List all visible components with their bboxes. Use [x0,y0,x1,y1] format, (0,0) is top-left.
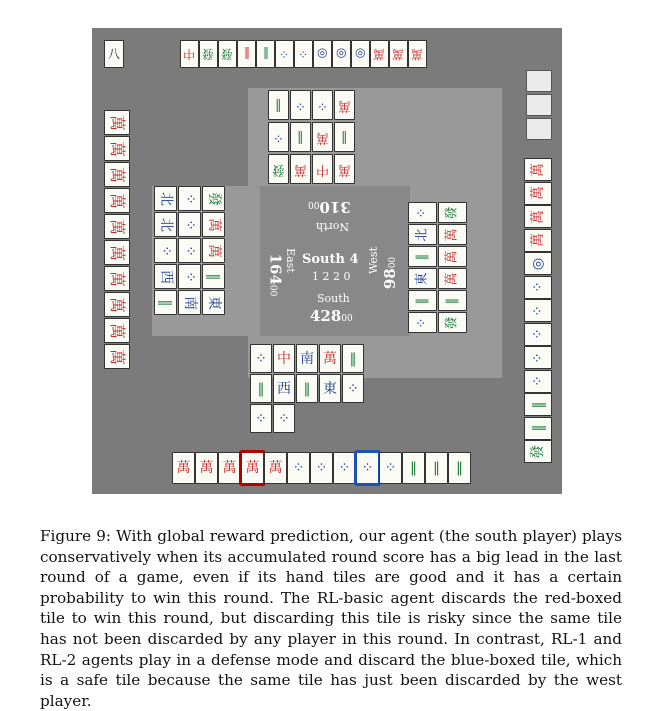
east-discard-tile: 發 [438,202,467,223]
west-hand-tile: 萬 [104,292,130,317]
north-hand-tile: ◎ [313,40,332,68]
east-score: 16400 [266,253,285,297]
west-discard-tile: 北 [154,212,177,237]
north-meld-tile: 八 [104,40,124,68]
north-hand-tile: ⁘ [294,40,313,68]
figure-caption: Figure 9: With global reward prediction, our agent (the south player) plays conservatively when its accumulated round score has a big lead in the last round of a game, even if its hand tiles are good and it has a certain probability to win this round. The RL-basic agent discards the red-boxed tile to win this round, but discarding this tile is risky since the same tile has not been discarded by any player in this round. In contrast, RL-1 and RL-2 agents play in a defense mode and discard the blue-boxed tile, which is a safe tile because the same tile has just been discarded by the west player. [40,527,622,710]
west-label: West [366,247,380,274]
east-discard-tile: ‖ [408,290,437,311]
west-hand-tile: 萬 [104,318,130,343]
east-hand-tile: ◎ [524,252,552,275]
north-discard-tile: ‖ [268,90,289,120]
north-label: North [316,220,350,233]
south-discard-tile: 西 [273,374,295,403]
east-hand-tile: 萬 [524,229,552,252]
west-hand-tile: 萬 [104,110,130,135]
west-discard-tile: ⁘ [178,212,201,237]
north-discard-tile: 萬 [334,90,355,120]
south-hand-tile: ⁘ [333,452,356,484]
west-discard-tile: 南 [178,290,201,315]
west-discard-tile: ⁘ [178,264,201,289]
north-hand-tile: 萬 [370,40,389,68]
north-hand-tile: ◎ [332,40,351,68]
east-discard-tile: ⁘ [408,202,437,223]
north-discard-tile: 萬 [312,122,333,152]
west-discard-tile: ‖ [154,290,177,315]
east-discard-tile: ‖ [408,246,437,267]
north-hand-tile: 萬 [408,40,427,68]
east-wall-tile [526,118,552,140]
east-discard-tile: ⁘ [408,312,437,333]
east-discard-tile: 萬 [438,224,467,245]
west-discard-tile: ⁘ [178,238,201,263]
south-discard-tile: ⁘ [250,404,272,433]
north-discard-tile: 萬 [334,154,355,184]
mahjong-board [92,28,562,494]
north-score: 31000 [308,198,351,216]
north-discard-tile: ⁘ [268,122,289,152]
south-discard-tile: ‖ [296,374,318,403]
south-discard-tile: ⁘ [342,374,364,403]
north-discard-tile: ⁘ [290,90,311,120]
south-hand-tile: ‖ [448,452,471,484]
east-discard-tile: 北 [408,224,437,245]
north-hand-tile: ⁘ [275,40,294,68]
west-discard-tile: ‖ [202,264,225,289]
score-panel [260,186,410,336]
east-wall-tile [526,70,552,92]
west-hand-tile: 萬 [104,136,130,161]
south-discard-tile: 東 [319,374,341,403]
west-hand-tile: 萬 [104,240,130,265]
south-hand-tile-blue-boxed: ⁘ [356,452,379,484]
north-discard-tile: ⁘ [312,90,333,120]
west-discard-tile: ⁘ [154,238,177,263]
west-discard-tile: 北 [154,186,177,211]
east-hand-tile: ⁘ [524,276,552,299]
north-hand-tile: 發 [218,40,237,68]
west-discard-tile: ⁘ [178,186,201,211]
west-discard-tile: 萬 [202,238,225,263]
north-discard-tile: ‖ [290,122,311,152]
east-hand-tile: ⁘ [524,323,552,346]
east-hand-tile: ‖ [524,393,552,416]
east-hand-tile: ⁘ [524,299,552,322]
east-hand-tile: 萬 [524,158,552,181]
north-hand-tile: 中 [180,40,199,68]
east-label: East [283,248,297,273]
west-score: 9800 [381,256,400,290]
south-hand-tile: ⁘ [287,452,310,484]
south-discard-tile: ⁘ [250,344,272,373]
west-hand-tile: 萬 [104,214,130,239]
south-hand-tile: 萬 [218,452,241,484]
west-discard-tile: 東 [202,290,225,315]
east-hand-tile: ⁘ [524,370,552,393]
round-label: South 4 [302,252,359,267]
east-discard-tile: ‖ [438,290,467,311]
east-discard-tile: 萬 [438,268,467,289]
north-discard-tile: 萬 [290,154,311,184]
east-hand-tile: 萬 [524,182,552,205]
south-hand-tile: ‖ [425,452,448,484]
west-hand-tile: 萬 [104,266,130,291]
east-discard-tile: 東 [408,268,437,289]
north-hand-tile: 萬 [389,40,408,68]
west-discard-tile: 發 [202,186,225,211]
east-hand-tile: 萬 [524,205,552,228]
west-hand-tile: 萬 [104,162,130,187]
north-hand-tile: 發 [199,40,218,68]
west-discard-tile: 萬 [202,212,225,237]
south-discard-tile: 南 [296,344,318,373]
north-hand-tile: ◎ [351,40,370,68]
south-discard-tile: ⁘ [273,404,295,433]
south-label: South [317,292,350,305]
west-discard-tile: 西 [154,264,177,289]
south-discard-tile: 萬 [319,344,341,373]
south-discard-tile: 中 [273,344,295,373]
north-discard-tile: 中 [312,154,333,184]
south-hand-tile: 萬 [195,452,218,484]
south-hand-tile: 萬 [264,452,287,484]
round-counts: 1 2 2 0 [312,270,351,283]
south-hand-tile: ⁘ [310,452,333,484]
south-hand-tile-red-boxed: 萬 [241,452,264,484]
south-hand-tile: ‖ [402,452,425,484]
west-hand-tile: 萬 [104,188,130,213]
north-discard-tile: ‖ [334,122,355,152]
south-hand-tile: ⁘ [379,452,402,484]
east-discard-tile: 萬 [438,246,467,267]
north-discard-tile: 發 [268,154,289,184]
south-discard-tile: ‖ [250,374,272,403]
south-score: 42800 [310,307,353,325]
east-hand-tile: ‖ [524,417,552,440]
east-hand-tile: ⁘ [524,346,552,369]
west-hand-tile: 萬 [104,344,130,369]
north-hand-tile: ‖ [256,40,275,68]
south-hand-tile: 萬 [172,452,195,484]
south-discard-tile: ‖ [342,344,364,373]
east-wall-tile [526,94,552,116]
north-hand-tile: ‖ [237,40,256,68]
east-discard-tile: 發 [438,312,467,333]
east-hand-tile: 發 [524,440,552,463]
